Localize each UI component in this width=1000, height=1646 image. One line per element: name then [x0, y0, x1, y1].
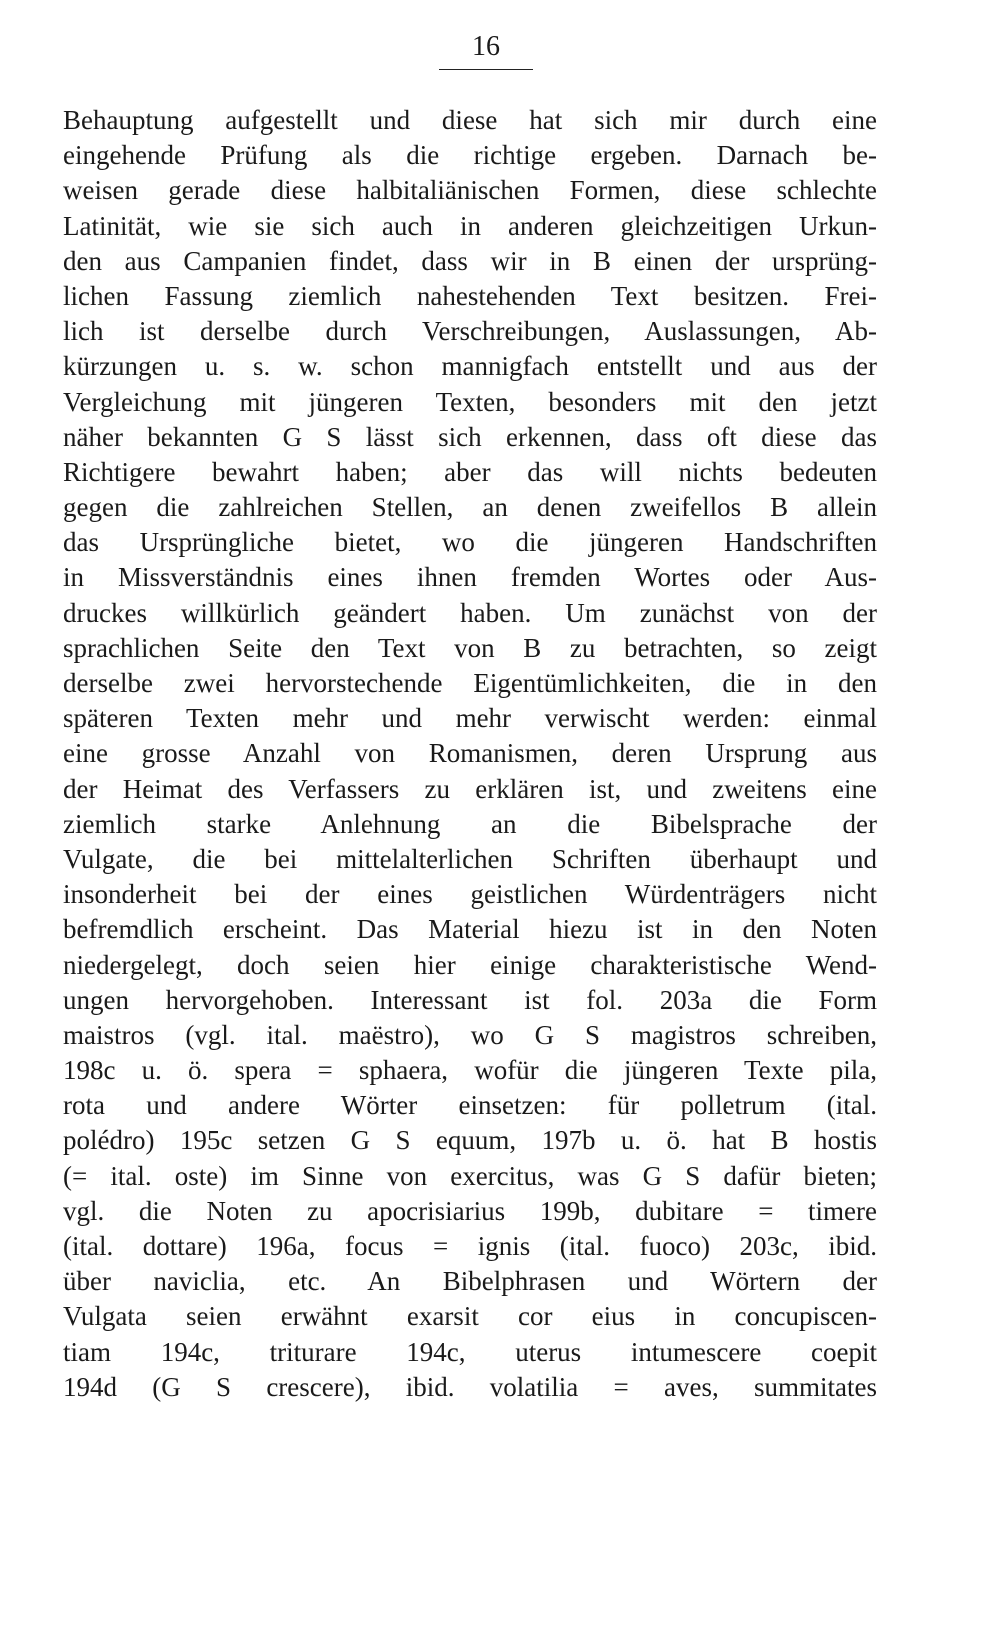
page-number: 16 — [472, 31, 500, 62]
text-line: Latinität, wie sie sich auch in anderen gleichzeitigen Urkun- — [63, 210, 877, 241]
text-line: (= ital. oste) im Sinne von exercitus, was G S dafür bieten; — [63, 1160, 877, 1191]
text-line: Behauptung aufgestellt und diese hat sich mir durch eine — [63, 105, 877, 135]
text-line: eine grosse Anzahl von Romanismen, deren Ursprung aus — [63, 738, 877, 769]
text-line: kürzungen u. s. w. schon mannigfach entstellt und aus der — [63, 351, 877, 382]
text-line: weisen gerade diese halbitaliänischen Formen, diese schlechte — [63, 175, 877, 206]
text-line: das Ursprüngliche bietet, wo die jüngeren Handschriften — [63, 527, 877, 558]
text-line: 194d (G S crescere), ibid. volatilia = aves, summitates — [63, 1371, 877, 1402]
text-line: Vulgate, die bei mittelalterlichen Schriften überhaupt und — [63, 843, 877, 874]
text-line: Vergleichung mit jüngeren Texten, besonders mit den jetzt — [63, 386, 877, 417]
text-line: druckes willkürlich geändert haben. Um zunächst von der — [63, 597, 877, 628]
text-line: lichen Fassung ziemlich nahestehenden Text besitzen. Frei- — [63, 280, 877, 311]
text-line: Richtigere bewahrt haben; aber das will nichts bedeuten — [63, 456, 877, 487]
text-line: tiam 194c, triturare 194c, uterus intumescere coepit — [63, 1336, 877, 1367]
body-text — [63, 103, 877, 1405]
text-line: polédro) 195c setzen G S equum, 197b u. ö. hat B hostis — [63, 1125, 877, 1156]
text-line: der Heimat des Verfassers zu erklären ist, und zweitens eine — [63, 773, 877, 804]
text-line: niedergelegt, doch seien hier einige charakteristische Wend- — [63, 949, 877, 980]
text-line: lich ist derselbe durch Verschreibungen, Auslassungen, Ab- — [63, 316, 877, 347]
text-line: insonderheit bei der eines geistlichen Würdenträgers nicht — [63, 879, 877, 910]
text-line: näher bekannten G S lässt sich erkennen, dass oft diese das — [63, 421, 877, 452]
text-line: 198c u. ö. spera = sphaera, wofür die jüngeren Texte pila, — [63, 1055, 877, 1086]
text-line: sprachlichen Seite den Text von B zu betrachten, so zeigt — [63, 632, 877, 663]
text-line: vgl. die Noten zu apocrisiarius 199b, dubitare = timere — [63, 1195, 877, 1226]
text-line: maistros (vgl. ital. maëstro), wo G S magistros schreiben, — [63, 1019, 877, 1050]
page-number-rule — [439, 69, 533, 70]
text-line: in Missverständnis eines ihnen fremden Wortes oder Aus- — [63, 562, 877, 593]
text-line: über naviclia, etc. An Bibelphrasen und Wörtern der — [63, 1266, 877, 1297]
text-line: späteren Texten mehr und mehr verwischt werden: einmal — [63, 703, 877, 734]
text-line: gegen die zahlreichen Stellen, an denen zweifellos B allein — [63, 492, 877, 523]
text-line: Vulgata seien erwähnt exarsit cor eius in concupiscen- — [63, 1301, 877, 1332]
text-line: befremdlich erscheint. Das Material hiezu ist in den Noten — [63, 914, 877, 945]
text-line: (ital. dottare) 196a, focus = ignis (ital. fuoco) 203c, ibid. — [63, 1231, 877, 1261]
text-line: derselbe zwei hervorstechende Eigentümlichkeiten, die in den — [63, 668, 877, 698]
text-line: den aus Campanien findet, dass wir in B einen der ursprüng- — [63, 245, 877, 276]
text-line: rota und andere Wörter einsetzen: für polletrum (ital. — [63, 1090, 877, 1121]
text-line: eingehende Prüfung als die richtige ergeben. Darnach be- — [63, 140, 877, 171]
text-line: ungen hervorgehoben. Interessant ist fol. 203a die Form — [63, 984, 877, 1015]
text-line: ziemlich starke Anlehnung an die Bibelsprache der — [63, 808, 877, 839]
